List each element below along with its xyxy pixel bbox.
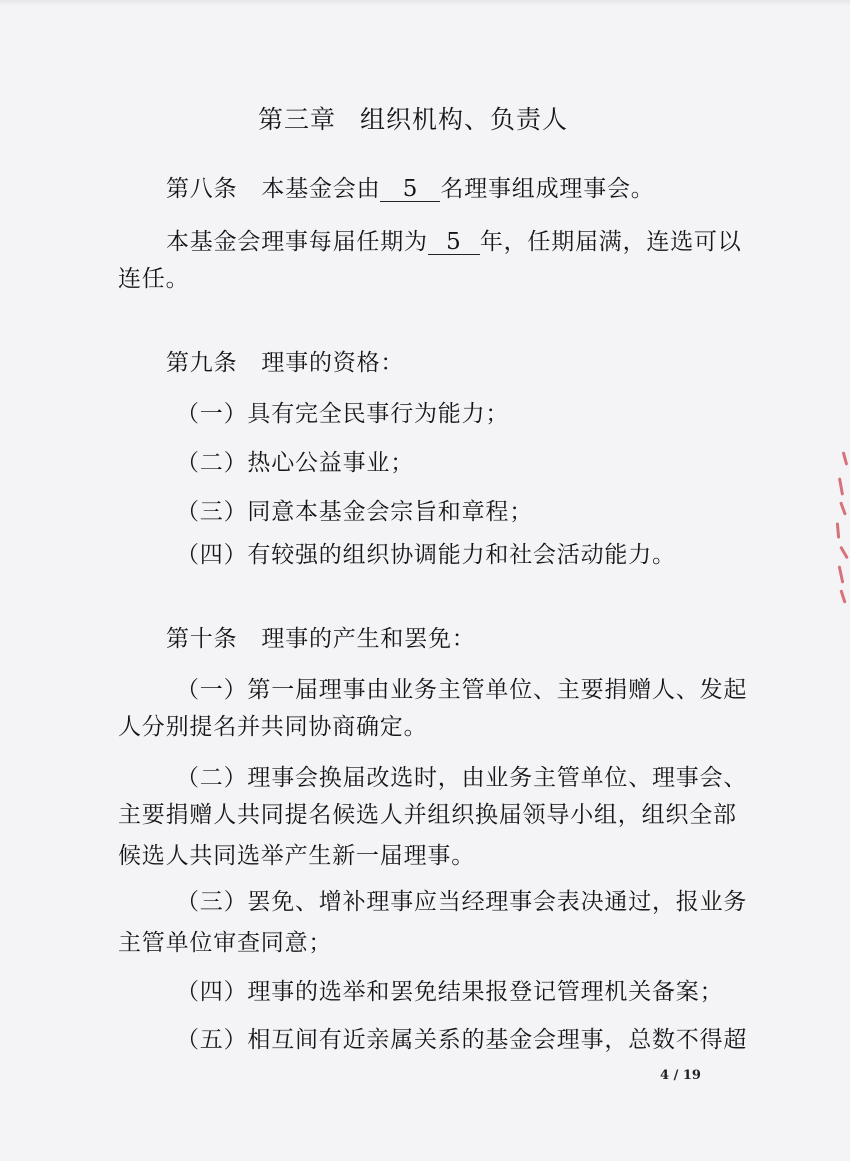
article-10-item-2-line-2: 主要捐赠人共同提名候选人并组织换届领导小组，组织全部 xyxy=(118,802,737,828)
board-members-blank: 5 xyxy=(380,177,440,202)
article-10-item-3-line-1: （三）罢免、增补理事应当经理事会表决通过，报业务 xyxy=(176,889,748,915)
article-10 xyxy=(166,624,476,654)
article-10-item-3-line-2: 主管单位审查同意； xyxy=(118,930,333,956)
term-years-blank: 5 xyxy=(428,230,480,255)
article-8 xyxy=(166,174,655,204)
article-9 xyxy=(166,348,404,378)
article-9-label: 第九条 xyxy=(166,350,238,376)
term-continuation: 连任。 xyxy=(118,266,190,292)
chapter-number: 第三章 xyxy=(257,105,336,134)
article-10-heading: 理事的产生和罢免： xyxy=(261,626,476,652)
article-9-heading: 理事的资格： xyxy=(261,350,405,376)
chapter-title xyxy=(0,104,826,136)
article-8-text-before: 本基金会由 xyxy=(261,176,381,202)
article-10-label: 第十条 xyxy=(166,626,238,652)
article-10-item-2-line-3: 候选人共同选举产生新一届理事。 xyxy=(118,843,475,869)
seal-stamp-edge xyxy=(818,445,850,615)
article-10-item-1-line-2: 人分别提名并共同协商确定。 xyxy=(118,714,428,740)
term-text-after: 年，任期届满，连选可以 xyxy=(479,229,742,255)
list-item: （四）有较强的组织协调能力和社会活动能力。 xyxy=(176,542,676,568)
article-8-label: 第八条 xyxy=(166,176,238,202)
article-10-item-5: （五）相互间有近亲属关系的基金会理事，总数不得超 xyxy=(176,1027,748,1053)
article-8-text-after: 名理事组成理事会。 xyxy=(440,176,655,202)
article-10-item-2-line-1: （二）理事会换届改选时，由业务主管单位、理事会、 xyxy=(176,765,748,791)
page-number: 4 / 19 xyxy=(660,1068,701,1083)
list-item: （二）热心公益事业； xyxy=(176,450,414,476)
chapter-name: 组织机构、负责人 xyxy=(360,105,569,134)
term-text-before: 本基金会理事每届任期为 xyxy=(166,229,428,255)
article-10-item-4: （四）理事的选举和罢免结果报登记管理机关备案； xyxy=(176,979,724,1005)
article-10-item-1-line-1: （一）第一届理事由业务主管单位、主要捐赠人、发起 xyxy=(176,677,748,703)
list-item: （一）具有完全民事行为能力； xyxy=(176,401,510,427)
list-item: （三）同意本基金会宗旨和章程； xyxy=(176,499,533,525)
term-paragraph xyxy=(166,227,742,257)
